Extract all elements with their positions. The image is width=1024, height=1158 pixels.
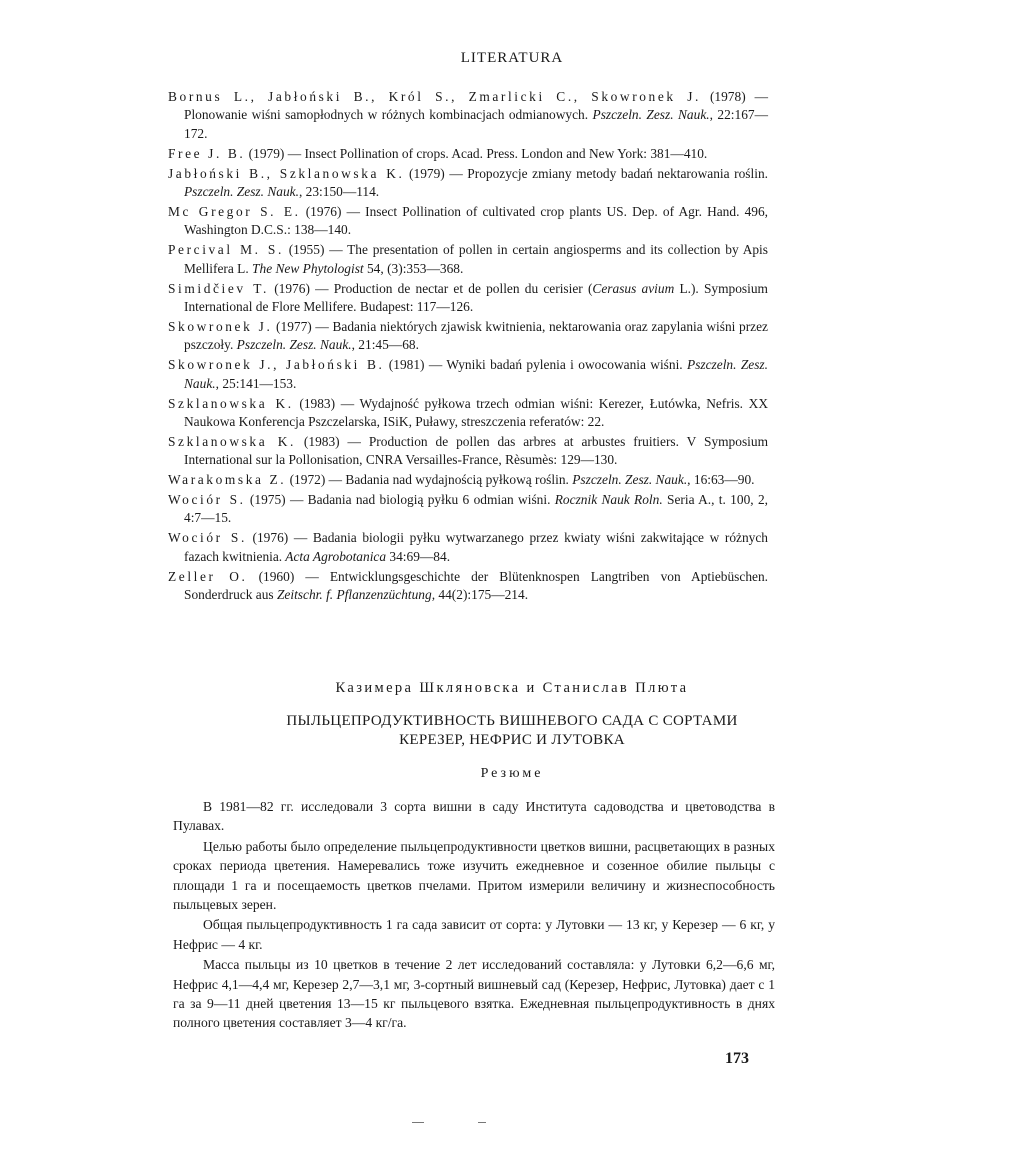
reference-entry xyxy=(168,491,768,528)
summary-label: Резюме xyxy=(480,766,544,781)
russian-title-line: КЕРЕЗЕР, НЕФРИС И ЛУТОВКА xyxy=(399,732,625,748)
reference-tail: Seria A., t. 100, 2, 4:7—15. xyxy=(184,492,768,526)
reference-author: Skowronek J., Jabłoński B. xyxy=(168,357,385,373)
reference-list xyxy=(168,88,768,606)
reference-entry xyxy=(168,471,768,489)
reference-tail: 54, (3):353—368. xyxy=(363,260,464,276)
reference-journal: Zeitschr. f. Pflanzenzüchtung, xyxy=(273,587,436,603)
reference-journal: Pszczeln. Zesz. Nauk. xyxy=(588,107,710,123)
reference-author: Wociór S. xyxy=(168,530,247,546)
reference-journal: Cerasus avium xyxy=(592,280,675,296)
reference-tail: 34:69—84. xyxy=(386,548,451,564)
reference-journal: Rocznik Nauk Roln. xyxy=(550,492,663,508)
reference-text: (1977) — Badania niektórych zjawisk kwitnienia, nektarowania oraz zapylania wiśni przez pszczoły. xyxy=(184,318,768,353)
reference-entry xyxy=(168,318,768,355)
reference-author: Simidčiev T. xyxy=(168,280,269,296)
scan-artifact-mark xyxy=(412,1122,424,1123)
reference-author: Free J. B. xyxy=(168,145,246,161)
reference-text: (1983) — Wydajność pyłkowa trzech odmian wiśni: Kerezer, Łutówka, Nefris. XX Naukowa Konferencja Pszczelarska, ISiK, Puławy, streszczenia referatów: 22. xyxy=(184,395,768,429)
summary-body xyxy=(173,797,775,1034)
reference-author: Mc Gregor S. E. xyxy=(168,203,301,219)
reference-entry xyxy=(168,241,768,278)
reference-entry xyxy=(168,395,768,432)
reference-tail: , 22:167—172. xyxy=(184,107,768,141)
reference-text: (1983) — Production de pollen das arbres at arbustes fruitiers. V Symposium International sur la Pollonisation, CNRA Versailles-France, Rèsumès: 129—130. xyxy=(184,433,768,468)
reference-entry xyxy=(168,145,768,163)
summary-paragraph: В 1981—82 гг. исследовали 3 сорта вишни в саду Института садоводства и цветоводства в Пулавах. xyxy=(173,799,775,834)
reference-entry xyxy=(168,568,768,605)
literature-heading: LITERATURA xyxy=(460,50,564,66)
reference-text: (1976) — Badania biologii pyłku wytwarzanego przez kwiaty wiśni zakwitające w różnych fazach kwitnienia. xyxy=(184,530,769,564)
reference-journal: Pszczeln. Zesz. Nauk. xyxy=(233,337,352,353)
russian-title xyxy=(0,712,1024,750)
reference-author: Jabłoński B., Szklanowska K. xyxy=(168,165,405,181)
russian-authors: Казимера Шкляновска и Станислав Плюта xyxy=(335,680,689,696)
reference-author: Bornus L., Jabłoński B., Król S., Zmarlicki C., Skowronek J. xyxy=(168,89,701,104)
reference-journal: Pszczeln. Zesz. Nauk. xyxy=(184,357,768,391)
reference-entry xyxy=(168,356,768,393)
reference-entry xyxy=(168,529,768,566)
reference-entry xyxy=(168,280,768,317)
reference-author: Percival M. S. xyxy=(168,242,284,258)
reference-author: Szklanowska K. xyxy=(168,395,294,411)
reference-text: (1972) — Badania nad wydajnością pyłkową roślin. xyxy=(286,472,569,488)
reference-tail: L.). Symposium International de Flore Mellifere. Budapest: 117—126. xyxy=(184,280,768,314)
reference-text: (1976) — Production de nectar et de pollen du cerisier ( xyxy=(269,280,593,296)
reference-text: (1979) — Propozycje zmiany metody badań nektarowania roślin. xyxy=(404,165,768,181)
reference-author: Szklanowska K. xyxy=(168,433,296,449)
reference-text: (1976) — Insect Pollination of cultivated crop plants US. Dep. of Agr. Hand. 496, Washington D.C.S.: 138—140. xyxy=(184,203,768,238)
reference-author: Zeller O. xyxy=(168,568,248,584)
summary-paragraph: Общая пыльцепродуктивность 1 га сада зависит от сорта: у Лутовки — 13 кг, у Керезер — 6 кг, у Нефрис — 4 кг. xyxy=(173,917,775,952)
summary-paragraph: Масса пыльцы из 10 цветков в течение 2 лет исследований составляла: у Лутовки 6,2—6,6 мг, Нефрис 4,1—4,4 мг, Керезер 2,7—3,1 мг, 3-сортный вишневый сад (Керезер, Нефрис, Лутовка) дает с 1 га за 9—11 дней цветения 13—15 кг пыльцевого взятка. Ежедневная пыльцепродуктивность в днях полного цветения составляет 3—4 кг/га. xyxy=(173,957,775,1031)
reference-entry xyxy=(168,165,768,202)
reference-text: (1960) — Entwicklungsgeschichte der Blütenknospen Langtriben von Aptiebüschen. Sonderdruck aus xyxy=(184,568,769,603)
reference-text: (1981) — Wyniki badań pylenia i owocowania wiśni. xyxy=(384,357,683,373)
reference-text: (1979) — Insect Pollination of crops. Acad. Press. London and New York: 381—410. xyxy=(245,145,708,161)
reference-author: Warakomska Z. xyxy=(168,472,287,488)
reference-tail: , 25:141—153. xyxy=(215,375,297,391)
russian-title-line: ПЫЛЬЦЕПРОДУКТИВНОСТЬ ВИШНЕВОГО САДА С СОРТАМИ xyxy=(286,713,738,729)
page-number: 173 xyxy=(725,1050,749,1067)
reference-journal: Pszczeln. Zesz. Nauk. xyxy=(184,184,299,200)
reference-journal: Acta Agrobotanica xyxy=(282,548,387,564)
summary-paragraph: Целью работы было определение пыльцепродуктивности цветков вишни, расцветающих в разных сроках периода цветения. Намеревались тоже изучить ежедневное и созенное обилие пыльцы с площади 1 га и посещаемость цветков пчелами. Притом измерили величину и жизнеспособность пыльцевых зерен. xyxy=(173,838,775,913)
reference-tail: , 21:45—68. xyxy=(351,337,419,353)
reference-text: (1955) — The presentation of pollen in certain angiosperms and its collection by Apis Mellifera L. xyxy=(184,242,768,276)
scan-artifact-mark xyxy=(478,1122,486,1123)
reference-text: (1978) — Plonowanie wiśni samopłodnych w różnych kombinacjach odmianowych. xyxy=(184,89,768,123)
reference-author: Wociór S. xyxy=(168,492,246,508)
reference-journal: Pszczeln. Zesz. Nauk. xyxy=(568,472,688,488)
reference-text: (1975) — Badania nad biologią pyłku 6 odmian wiśni. xyxy=(245,492,551,508)
reference-author: Skowronek J. xyxy=(168,318,273,334)
reference-tail: 44(2):175—214. xyxy=(435,587,529,603)
reference-tail: , 16:63—90. xyxy=(687,472,755,488)
reference-entry xyxy=(168,203,768,240)
reference-tail: , 23:150—114. xyxy=(298,184,380,200)
reference-journal: The New Phytologist xyxy=(248,260,364,276)
reference-entry xyxy=(168,433,768,470)
reference-entry xyxy=(168,88,768,143)
